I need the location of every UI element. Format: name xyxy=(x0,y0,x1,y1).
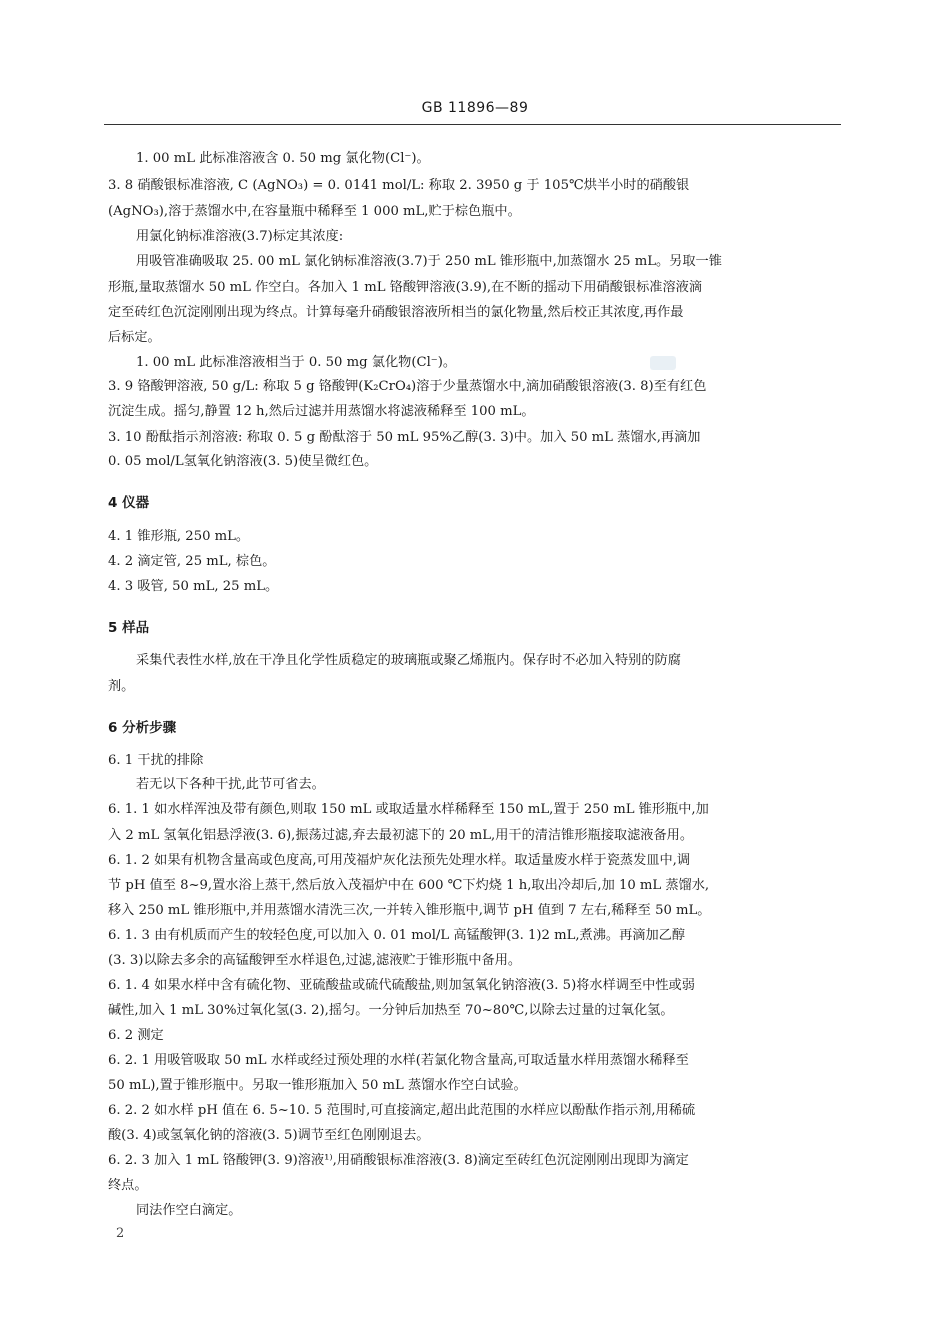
text-line: 6. 2 测定 xyxy=(108,1028,164,1043)
text-line: 50 mL),置于锥形瓶中。另取一锥形瓶加入 50 mL 蒸馏水作空白试验。 xyxy=(108,1078,527,1093)
text-line: 酸(3. 4)或氢氧化钠的溶液(3. 5)调节至红色刚刚退去。 xyxy=(108,1128,430,1143)
text-line: 入 2 mL 氢氧化铝悬浮液(3. 6),振荡过滤,弃去最初滤下的 20 mL,用干的清洁锥形瓶接取滤液备用。 xyxy=(108,828,694,843)
text-line: 后标定。 xyxy=(108,330,161,345)
text-line: (3. 3)以除去多余的高锰酸钾至水样退色,过滤,滤液贮于锥形瓶中备用。 xyxy=(108,953,522,968)
text-line: 沉淀生成。摇匀,静置 12 h,然后过滤并用蒸馏水将滤液稀释至 100 mL。 xyxy=(108,404,535,419)
text-line: 4. 2 滴定管, 25 mL, 棕色。 xyxy=(108,554,276,569)
text-line: 用吸管准确吸取 25. 00 mL 氯化钠标准溶液(3.7)于 250 mL 锥形瓶中,加蒸馏水 25 mL。另取一锥 xyxy=(136,254,722,269)
text-line: (AgNO₃),溶于蒸馏水中,在容量瓶中稀释至 1 000 mL,贮于棕色瓶中。 xyxy=(108,204,521,219)
section-heading-5: 5 样品 xyxy=(108,620,150,636)
text-line: 1. 00 mL 此标准溶液含 0. 50 mg 氯化物(Cl⁻)。 xyxy=(136,151,430,166)
text-line: 3. 9 铬酸钾溶液, 50 g/L: 称取 5 g 铬酸钾(K₂CrO₄)溶于少量蒸馏水中,滴加硝酸银溶液(3. 8)至有红色 xyxy=(108,379,707,394)
text-line: 4. 1 锥形瓶, 250 mL。 xyxy=(108,529,250,544)
text-line: 用氯化钠标准溶液(3.7)标定其浓度: xyxy=(136,229,344,244)
text-line: 6. 1. 4 如果水样中含有硫化物、亚硫酸盐或硫代硫酸盐,则加氢氧化钠溶液(3. 5)将水样调至中性或弱 xyxy=(108,978,695,993)
text-line: 6. 2. 3 加入 1 mL 铬酸钾(3. 9)溶液¹⁾,用硝酸银标准溶液(3. 8)滴定至砖红色沉淀刚刚出现即为滴定 xyxy=(108,1153,689,1168)
text-line: 3. 8 硝酸银标准溶液, C (AgNO₃) = 0. 0141 mol/L: 称取 2. 3950 g 于 105℃烘半小时的硝酸银 xyxy=(108,178,690,193)
text-line: 碱性,加入 1 mL 30%过氧化氢(3. 2),摇匀。一分钟后加热至 70~80℃,以除去过量的过氧化氢。 xyxy=(108,1003,674,1018)
header-rule xyxy=(104,124,841,125)
text-line: 6. 2. 1 用吸管吸取 50 mL 水样或经过预处理的水样(若氯化物含量高,可取适量水样用蒸馏水稀释至 xyxy=(108,1053,689,1068)
text-line: 同法作空白滴定。 xyxy=(136,1203,242,1218)
text-line: 0. 05 mol/L氢氧化钠溶液(3. 5)使呈微红色。 xyxy=(108,454,378,469)
text-line: 6. 1. 1 如水样浑浊及带有颜色,则取 150 mL 或取适量水样稀释至 150 mL,置于 250 mL 锥形瓶中,加 xyxy=(108,802,709,817)
section-heading-6: 6 分析步骤 xyxy=(108,720,177,736)
text-line: 形瓶,量取蒸馏水 50 mL 作空白。各加入 1 mL 铬酸钾溶液(3.9),在不断的摇动下用硝酸银标准溶液滴 xyxy=(108,280,703,295)
text-line: 剂。 xyxy=(108,679,135,694)
text-line: 6. 1. 2 如果有机物含量高或色度高,可用茂福炉灰化法预先处理水样。取适量废水样于瓷蒸发皿中,调 xyxy=(108,853,691,868)
text-line: 1. 00 mL 此标准溶液相当于 0. 50 mg 氯化物(Cl⁻)。 xyxy=(136,355,457,370)
text-line: 定至砖红色沉淀刚刚出现为终点。计算每毫升硝酸银溶液所相当的氯化物量,然后校正其浓度,再作最 xyxy=(108,305,684,320)
text-line: 节 pH 值至 8~9,置水浴上蒸干,然后放入茂福炉中在 600 ℃下灼烧 1 h,取出冷却后,加 10 mL 蒸馏水, xyxy=(108,878,710,893)
text-line: 移入 250 mL 锥形瓶中,并用蒸馏水清洗三次,一并转入锥形瓶中,调节 pH 值到 7 左右,稀释至 50 mL。 xyxy=(108,903,711,918)
standard-code-header: GB 11896—89 xyxy=(421,100,529,116)
text-line: 6. 2. 2 如水样 pH 值在 6. 5~10. 5 范围时,可直接滴定,超出此范围的水样应以酚酞作指示剂,用稀硫 xyxy=(108,1103,696,1118)
text-line: 6. 1. 3 由有机质而产生的较轻色度,可以加入 0. 01 mol/L 高锰酸钾(3. 1)2 mL,煮沸。再滴加乙醇 xyxy=(108,928,686,943)
text-line: 终点。 xyxy=(108,1178,148,1193)
text-line: 4. 3 吸管, 50 mL, 25 mL。 xyxy=(108,579,279,594)
text-line: 若无以下各种干扰,此节可省去。 xyxy=(136,777,325,792)
watermark-stamp xyxy=(650,356,676,370)
text-line: 采集代表性水样,放在干净且化学性质稳定的玻璃瓶或聚乙烯瓶内。保存时不必加入特别的防腐 xyxy=(136,653,681,668)
section-heading-4: 4 仪器 xyxy=(108,495,150,511)
page-number: 2 xyxy=(116,1226,125,1241)
text-line: 6. 1 干扰的排除 xyxy=(108,753,204,768)
text-line: 3. 10 酚酞指示剂溶液: 称取 0. 5 g 酚酞溶于 50 mL 95%乙醇(3. 3)中。加入 50 mL 蒸馏水,再滴加 xyxy=(108,430,701,445)
